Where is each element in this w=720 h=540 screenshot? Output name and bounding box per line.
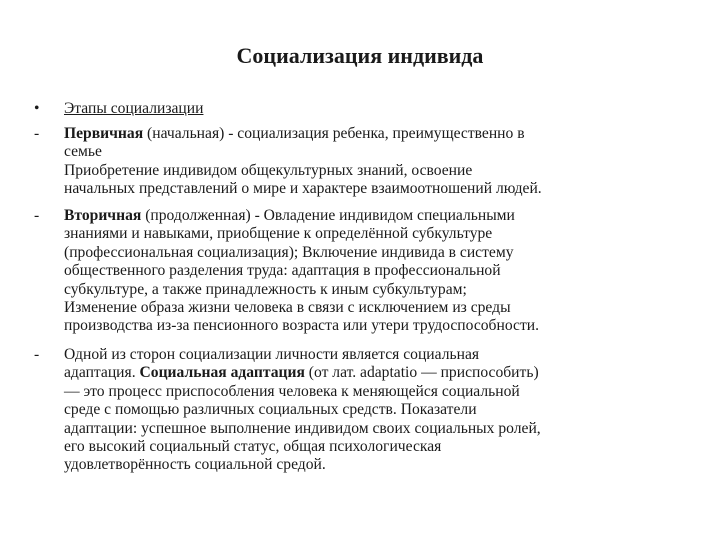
adaptation-line-1: Одной из сторон социализации личности является социальная <box>64 346 480 363</box>
secondary-definition: (продолженная) - Овладение индивидом специальными <box>141 207 515 224</box>
stages-heading: Этапы социализации <box>64 100 204 117</box>
secondary-line-3: (профессиональная социализация); Включение индивида в систему <box>64 243 514 261</box>
primary-line-1 <box>64 125 694 143</box>
primary-line-2: семье <box>64 143 102 161</box>
adaptation-term: Социальная адаптация <box>139 364 305 382</box>
adaptation-etymology: (от лат. adaptatio — приспособить) <box>304 364 539 382</box>
secondary-line-7: производства из-за пенсионного возраста или утери трудоспособности. <box>64 317 539 335</box>
secondary-line-1 <box>64 207 694 225</box>
list-item-stages <box>34 100 694 118</box>
adaptation-prefix: адаптация. <box>64 364 140 382</box>
list-item-primary <box>34 125 694 199</box>
secondary-line-6: Изменение образа жизни человека в связи с исключением из среды <box>64 299 511 317</box>
secondary-line-5: субкультуре, а также принадлежность к иным субкультурам; <box>64 280 467 298</box>
list-item-secondary <box>34 207 694 336</box>
adaptation-line-3: — это процесс приспособления человека к меняющейся социальной <box>64 382 520 400</box>
adaptation-line-6: его высокий социальный статус, общая психологическая <box>64 438 442 456</box>
secondary-line-4: общественного разделения труда: адаптация в профессиональной <box>64 262 501 280</box>
primary-definition: (начальная) - социализация ребенка, преимущественно в <box>143 125 525 142</box>
bullet-marker: • <box>34 100 40 117</box>
adaptation-line-2 <box>64 364 694 382</box>
adaptation-line-5: адаптации: успешное выполнение индивидом своих социальных ролей, <box>64 419 541 437</box>
secondary-term: Вторичная <box>64 207 142 224</box>
slide-title: Социализация индивида <box>236 43 484 68</box>
secondary-line-2: знаниями и навыками, приобщение к определённой субкультуре <box>64 225 493 243</box>
adaptation-line-7: удовлетворённость социальной средой. <box>64 456 326 474</box>
dash-marker: - <box>34 125 40 142</box>
dash-marker: - <box>34 346 40 363</box>
adaptation-line-4: среде с помощью различных социальных средств. Показатели <box>64 401 477 419</box>
primary-term: Первичная <box>64 125 144 142</box>
dash-marker: - <box>34 207 40 224</box>
primary-line-4: начальных представлений о мире и характере взаимоотношений людей. <box>64 180 542 198</box>
primary-line-3: Приобретение индивидом общекультурных знаний, освоение <box>64 161 473 179</box>
list-item-adaptation <box>34 346 694 475</box>
